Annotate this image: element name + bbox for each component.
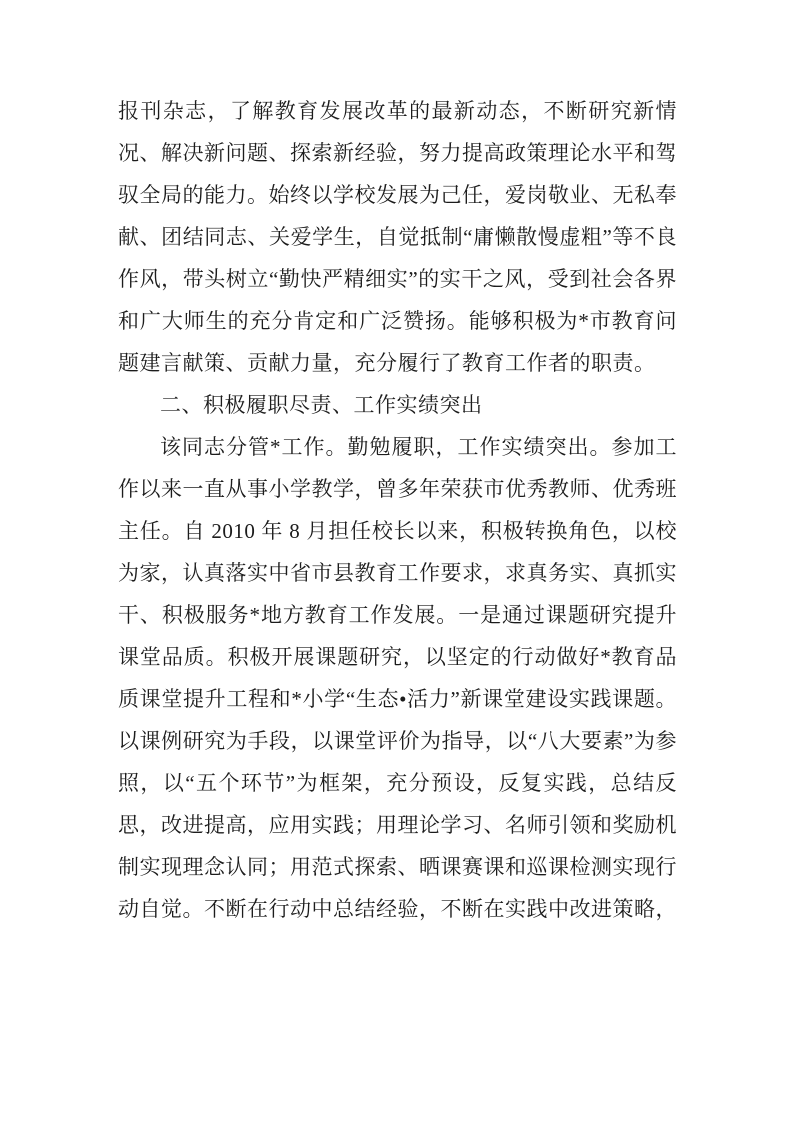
section-heading: 二、积极履职尽责、工作实绩突出 — [160, 393, 483, 417]
body-paragraph: 该同志分管*工作。勤勉履职，工作实绩突出。参加工作以来一直从事小学教学，曾多年荣获市优秀教师、优秀班主任。自 2010 年 8 月担任校长以来，积极转换角色，以校为家，认真落实中省市县教育工作要求，求真务实、真抓实干、积极服务*地方教育工作发展。一是通过课题研究提升课堂品质。积极开展课题研究，以坚定的行动做好*教育品质课堂提升工程和*小学“生态•活力”新课堂建设实践课题。以课例研究为手段，以课堂评价为指导，以“八大要素”为参照，以“五个环节”为框架，充分预设，反复实践，总结反思，改进提高，应用实践；用理论学习、名师引领和奖励机制实现理念认同；用范式探索、晒课赛课和巡课检测实现行动自觉。不断在行动中总结经验，不断在实践中改进策略， — [118, 435, 677, 921]
body-paragraph-continuation: 报刊杂志，了解教育发展改革的最新动态，不断研究新情况、解决新问题、探索新经验，努力提高政策理论水平和驾驭全局的能力。始终以学校发展为己任，爱岗敬业、无私奉献、团结同志、关爱学生，自觉抵制“庸懒散慢虚粗”等不良作风，带头树立“勤快严精细实”的实干之风，受到社会各界和广大师生的充分肯定和广泛赞扬。能够积极为*市教育问题建言献策、贡献力量，充分履行了教育工作者的职责。 — [118, 99, 677, 375]
